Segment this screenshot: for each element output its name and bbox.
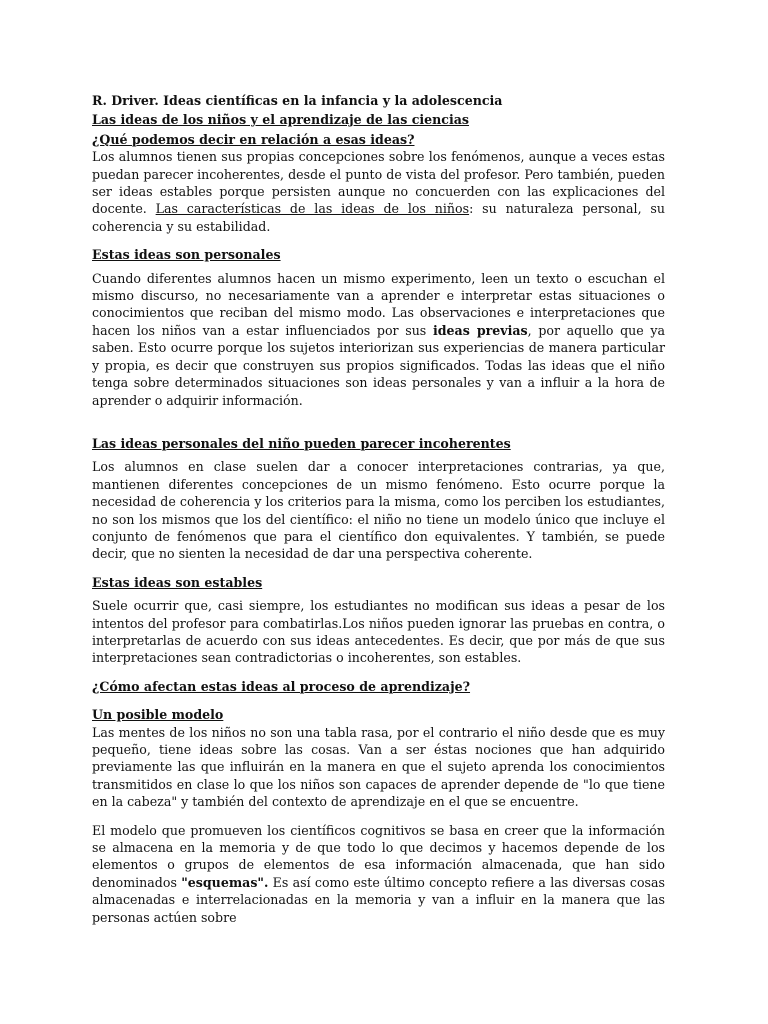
- title-text: . Ideas científicas en la infancia y la adolescencia: [154, 93, 503, 108]
- paragraph-5: Las mentes de los niños no son una tabla rasa, por el contrario el niño desde que es muy pequeño, tiene ideas sobre las cosas. Van a ser éstas nociones que han adquirido previamente las que influirán en la manera en que el sujeto aprenda los conocimientos transmitidos en clase lo que los niños son capaces de aprender depende de "lo que tiene en la cabeza" y también del contexto de aprendizaje en el que se encuentre.: [92, 724, 665, 810]
- section-subtitle: Las ideas de los niños y el aprendizaje de las ciencias: [92, 112, 470, 128]
- heading-stable: Estas ideas son estables: [92, 574, 263, 590]
- heading-personal: Estas ideas son personales: [92, 247, 281, 263]
- question-heading-2: ¿Cómo afectan estas ideas al proceso de aprendizaje?: [92, 678, 471, 694]
- paragraph-2-text-a: Cuando diferentes alumnos hacen un mismo experimento, leen un texto o escuchan el mismo discurso, no necesariamente van a aprender e interpretar estas situaciones o conocimientos que reciban del mismo modo. Las observaciones e interpretaciones que hacen los niños van a estar influenciados por sus: [92, 270, 665, 338]
- question-heading-1: ¿Qué podemos decir en relación a esas ideas?: [92, 131, 415, 147]
- paragraph-2-bold: ideas previas: [432, 322, 528, 338]
- paragraph-1-underlined: Las características de las ideas de los niños: [155, 201, 470, 217]
- paragraph-6-text-a: El modelo que promueven los científicos cognitivos se basa en creer que la información se almacena en la memoria y de que todo lo que decimos y hacemos depende de los elementos o grupos de elementos de esa información almacenada, que han sido denominados: [92, 822, 665, 890]
- paragraph-3: Los alumnos en clase suelen dar a conocer interpretaciones contrarias, ya que, mantienen diferentes concepciones de un mismo fenómeno. Esto ocurre porque la necesidad de coherencia y los criterios para la misma, como los perciben los estudiantes, no son los mismos que los del científico: el niño no tiene un modelo único que incluye el conjunto de fenómenos que para el científico don equivalentes. Y también, se puede decir, que no sienten la necesidad de dar una perspectiva coherente.: [92, 459, 665, 562]
- document-title: [92, 92, 665, 109]
- title-author: R. Driver: [92, 93, 155, 108]
- paragraph-6-bold: "esquemas".: [181, 874, 269, 890]
- heading-incoherent: Las ideas personales del niño pueden parecer incoherentes: [92, 435, 511, 451]
- paragraph-1: [92, 148, 665, 235]
- paragraph-1-text-b: : su naturaleza personal, su coherencia y su estabilidad.: [92, 201, 666, 234]
- paragraph-1-text-a: Los alumnos tienen sus propias concepciones sobre los fenómenos, aunque a veces estas puedan parecer incoherentes, desde el punto de vista del profesor. Pero también, pueden ser ideas estables porque persisten aunque no concuerden con las explicaciones del docente.: [92, 149, 665, 217]
- heading-model: Un posible modelo: [92, 707, 224, 723]
- document-page: [92, 92, 665, 926]
- paragraph-4: Suele ocurrir que, casi siempre, los estudiantes no modifican sus ideas a pesar de los intentos del profesor para combatirlas.Los niños pueden ignorar las pruebas en contra, o interpretarlas de acuerdo con sus ideas antecedentes. Es decir, que por más de que sus interpretaciones sean contradictorias o incoherentes, son estables.: [92, 598, 665, 666]
- paragraph-2: [92, 270, 665, 409]
- paragraph-6: [92, 822, 665, 926]
- paragraph-6-text-b: Es así como este último concepto refiere a las diversas cosas almacenadas e interrelacionadas en la memoria y van a influir en la manera que las personas actúen sobre: [92, 874, 665, 925]
- paragraph-2-text-b: , por aquello que ya saben. Esto ocurre porque los sujetos interiorizan sus experiencias de manera particular y propia, es decir que construyen sus propios significados. Todas las ideas que el niño tenga sobre determinados situaciones son ideas personales y van a influir a la hora de aprender o adquirir información.: [92, 322, 665, 408]
